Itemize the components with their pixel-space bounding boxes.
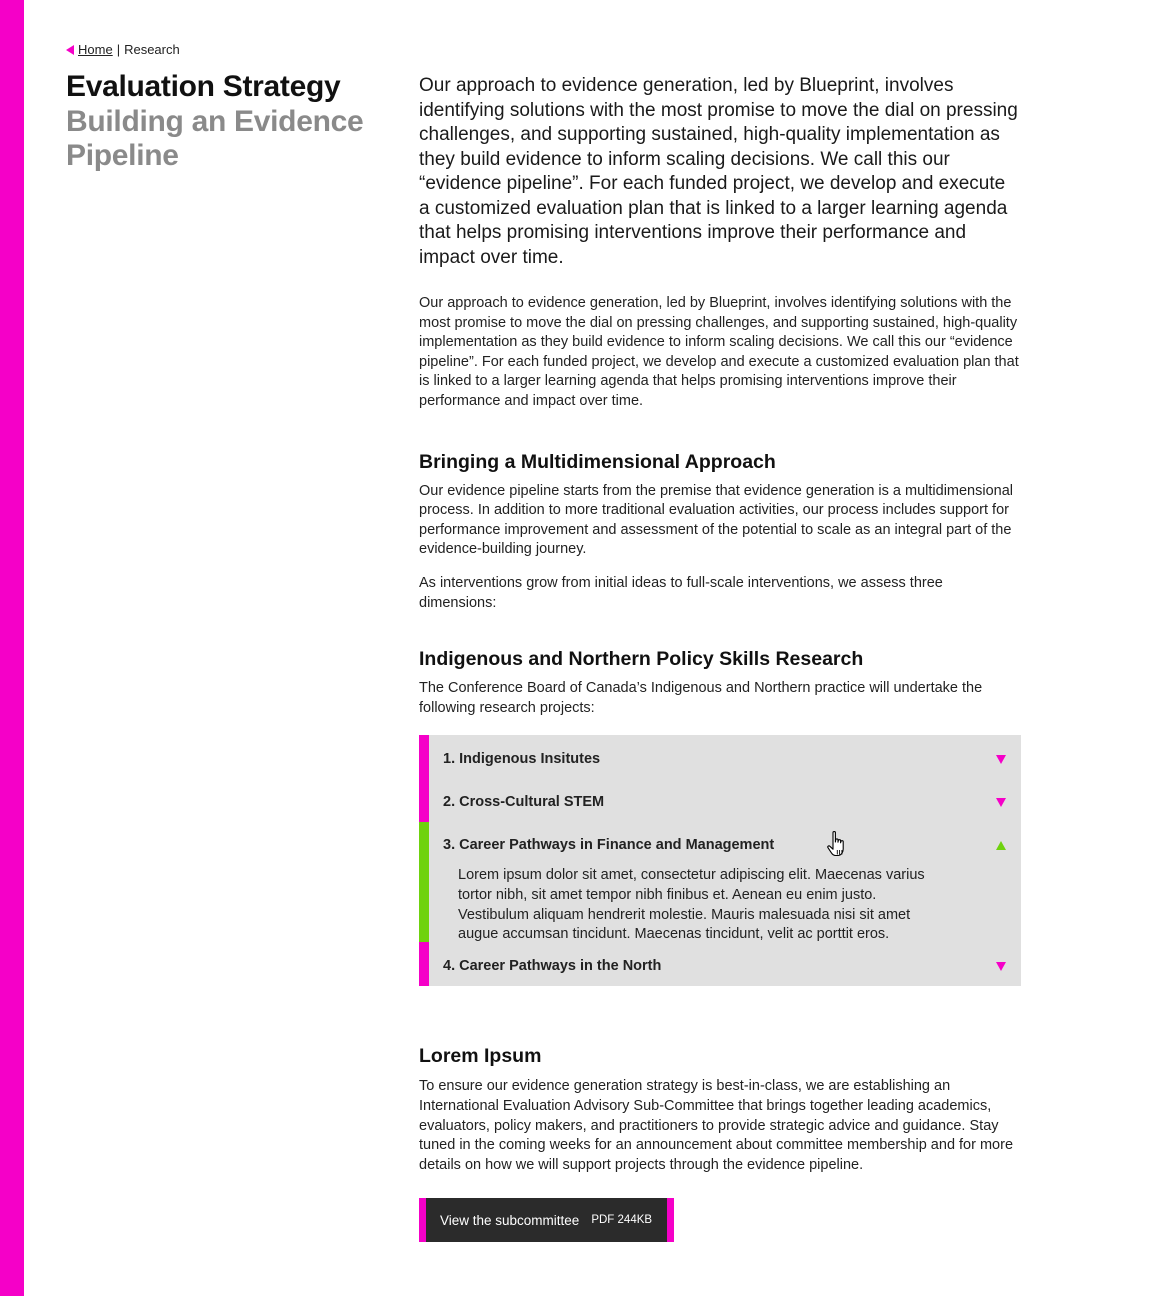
research-accordion <box>419 735 1021 986</box>
section-heading-multidimensional: Bringing a Multidimensional Approach <box>419 450 776 473</box>
breadcrumb-separator: | <box>116 42 121 57</box>
page-title: Evaluation Strategy <box>66 70 341 103</box>
section-paragraph: The Conference Board of Canada’s Indigenous and Northern practice will undertake the following research projects: <box>419 680 983 716</box>
caret-down-icon[interactable] <box>996 962 1006 971</box>
accordion-title: 4. Career Pathways in the North <box>443 958 662 975</box>
accordion-header[interactable] <box>429 822 1021 866</box>
breadcrumb-home-link[interactable]: Home <box>78 42 113 57</box>
accent-stripe <box>0 0 24 1296</box>
view-subcommittee-button[interactable] <box>419 1198 674 1242</box>
breadcrumb <box>66 42 180 57</box>
hand-pointer-icon <box>826 830 848 860</box>
accordion-title: 3. Career Pathways in Finance and Management <box>443 837 775 854</box>
cta-label: View the subcommittee <box>440 1212 580 1228</box>
intro-lead: Our approach to evidence generation, led by Blueprint, involves identifying solutions with the most promise to move the dial on pressing challenges, and supporting sustained, high-quality implementation as they build evidence to inform scaling decisions. We call this our “evidence pipeline”. For each funded project, we develop and execute a customized evaluation plan that is linked to a larger learning agenda that helps promising interventions improve their performance and impact over time. <box>419 75 1018 268</box>
section-paragraph: Our evidence pipeline starts from the premise that evidence generation is a multidimensional process. In addition to more traditional evaluation activities, our process includes support for performance improvement and assessment of the potential to scale as an integral part of the evidence-building journey. <box>419 482 1014 558</box>
section-heading-lorem: Lorem Ipsum <box>419 1045 542 1068</box>
page-subtitle: Building an Evidence Pipeline <box>66 105 364 172</box>
main-content <box>419 74 1021 1242</box>
accordion-title: 2. Cross-Cultural STEM <box>443 794 605 811</box>
file-meta: PDF 244KB <box>591 1214 653 1227</box>
breadcrumb-current: Research <box>124 42 180 57</box>
intro-body: Our approach to evidence generation, led by Blueprint, involves identifying solutions with the most promise to move the dial on pressing challenges, and supporting sustained, high-quality implementation as they build evidence to inform scaling decisions. We call this our “evidence pipeline”. For each funded project, we develop and execute a customized evaluation plan that is linked to a larger learning agenda that helps promising interventions improve their performance and impact over time. <box>419 295 1019 409</box>
accordion-title: 1. Indigenous Insitutes <box>443 751 601 768</box>
caret-down-icon[interactable] <box>996 798 1006 807</box>
section-heading-research: Indigenous and Northern Policy Skills Research <box>419 648 864 671</box>
section-paragraph: To ensure our evidence generation strategy is best-in-class, we are establishing an International Evaluation Advisory Sub-Committee that brings together leading academics, evaluators, policy makers, and practitioners to provide strategic advice and guidance. Stay tuned in the coming weeks for an announcement about committee membership and for more details on how we will support projects through the evidence pipeline. <box>419 1078 1014 1173</box>
section-paragraph: As interventions grow from initial ideas to full-scale interventions, we assess three dimensions: <box>419 574 943 611</box>
accordion-header[interactable] <box>429 778 1021 824</box>
accordion-header[interactable] <box>429 735 1021 783</box>
accordion-item-3[interactable] <box>419 822 1021 942</box>
accordion-panel-text: Lorem ipsum dolor sit amet, consectetur adipiscing elit. Maecenas varius tortor nibh, sit amet tempor nibh finibus et. Aenean eu enim justo. Vestibulum aliquam hendrerit molestie. Mauris malesuada nisi sit amet augue accumsan tincidunt. Maecenas tincidunt, velit ac porttit eros. <box>458 867 925 943</box>
caret-up-icon[interactable] <box>996 841 1006 850</box>
accordion-item-1[interactable] <box>419 735 1021 778</box>
accordion-header[interactable] <box>429 942 1021 988</box>
back-arrow-icon <box>66 45 74 55</box>
accordion-item-2[interactable] <box>419 778 1021 822</box>
accordion-item-4[interactable] <box>419 942 1021 986</box>
caret-down-icon[interactable] <box>996 755 1006 764</box>
